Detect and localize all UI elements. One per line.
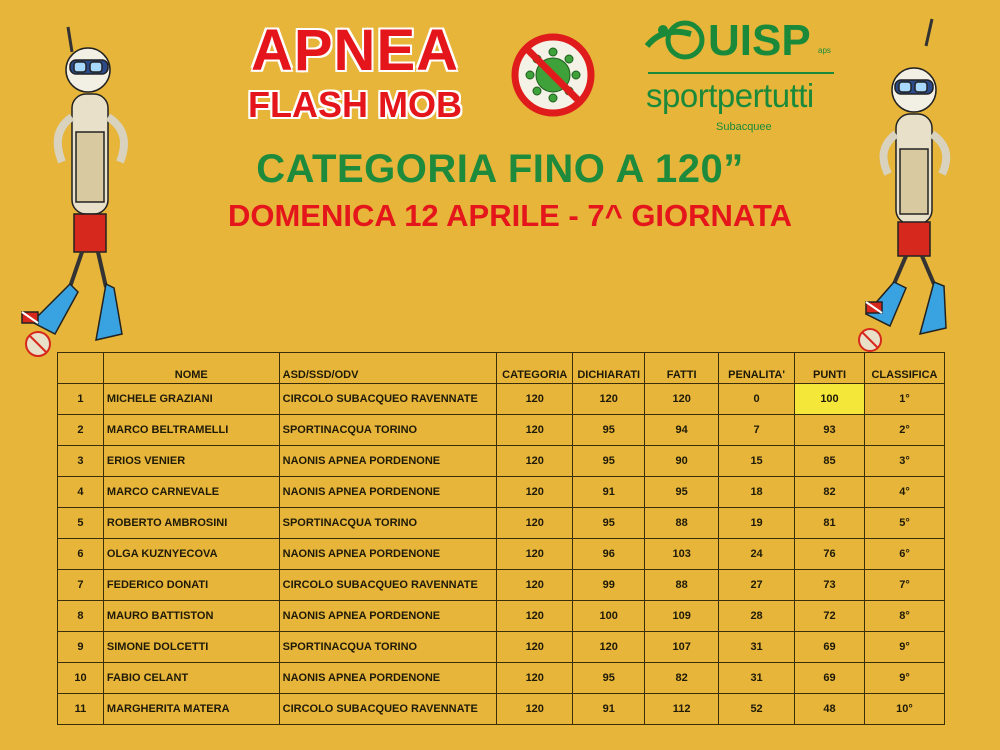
points-value: 82	[795, 477, 865, 508]
declared-value: 96	[573, 539, 645, 570]
points-value: 100	[795, 384, 865, 415]
ranking-value: 9°	[864, 663, 944, 694]
row-number: 1	[58, 384, 104, 415]
table-row	[58, 601, 945, 632]
row-number: 6	[58, 539, 104, 570]
row-number: 10	[58, 663, 104, 694]
athlete-name: MARCO BELTRAMELLI	[103, 415, 279, 446]
done-value: 120	[645, 384, 719, 415]
points-value: 81	[795, 508, 865, 539]
category-value: 120	[497, 601, 573, 632]
category-value: 120	[497, 384, 573, 415]
athlete-name: ROBERTO AMBROSINI	[103, 508, 279, 539]
declared-value: 95	[573, 446, 645, 477]
club-name: NAONIS APNEA PORDENONE	[279, 663, 497, 694]
athlete-name: SIMONE DOLCETTI	[103, 632, 279, 663]
club-name: CIRCOLO SUBACQUEO RAVENNATE	[279, 694, 497, 725]
penalty-value: 7	[719, 415, 795, 446]
declared-value: 91	[573, 694, 645, 725]
table-row	[58, 477, 945, 508]
penalty-value: 31	[719, 663, 795, 694]
declared-value: 120	[573, 632, 645, 663]
ranking-value: 3°	[864, 446, 944, 477]
penalty-value: 19	[719, 508, 795, 539]
points-value: 76	[795, 539, 865, 570]
col-header-asd: ASD/SSD/ODV	[279, 353, 497, 384]
col-header-dichiarati: DICHIARATI	[573, 353, 645, 384]
points-value: 69	[795, 663, 865, 694]
athlete-name: OLGA KUZNYECOVA	[103, 539, 279, 570]
athlete-name: FEDERICO DONATI	[103, 570, 279, 601]
ranking-value: 4°	[864, 477, 944, 508]
penalty-value: 28	[719, 601, 795, 632]
done-value: 109	[645, 601, 719, 632]
declared-value: 100	[573, 601, 645, 632]
club-name: NAONIS APNEA PORDENONE	[279, 477, 497, 508]
uisp-slogan: sportpertutti	[646, 77, 814, 114]
done-value: 82	[645, 663, 719, 694]
declared-value: 120	[573, 384, 645, 415]
declared-value: 95	[573, 663, 645, 694]
done-value: 94	[645, 415, 719, 446]
table-row	[58, 384, 945, 415]
table-row	[58, 446, 945, 477]
athlete-name: MICHELE GRAZIANI	[103, 384, 279, 415]
athlete-name: ERIOS VENIER	[103, 446, 279, 477]
category-title: CATEGORIA FINO A 120”	[256, 147, 744, 191]
ranking-value: 8°	[864, 601, 944, 632]
no-virus-icon	[510, 32, 596, 118]
row-number: 7	[58, 570, 104, 601]
category-value: 120	[497, 446, 573, 477]
club-name: NAONIS APNEA PORDENONE	[279, 539, 497, 570]
club-name: SPORTINACQUA TORINO	[279, 508, 497, 539]
penalty-value: 52	[719, 694, 795, 725]
category-value: 120	[497, 570, 573, 601]
done-value: 107	[645, 632, 719, 663]
points-value: 93	[795, 415, 865, 446]
category-value: 120	[497, 663, 573, 694]
uisp-subtitle: Subacquee	[716, 121, 772, 133]
points-value: 85	[795, 446, 865, 477]
category-value: 120	[497, 539, 573, 570]
uisp-aps-label: aps	[818, 46, 831, 55]
club-name: NAONIS APNEA PORDENONE	[279, 446, 497, 477]
club-name: SPORTINACQUA TORINO	[279, 632, 497, 663]
club-name: NAONIS APNEA PORDENONE	[279, 601, 497, 632]
points-value: 73	[795, 570, 865, 601]
penalty-value: 15	[719, 446, 795, 477]
table-row	[58, 632, 945, 663]
uisp-swimmer-logo	[645, 20, 705, 62]
table-row	[58, 570, 945, 601]
ranking-value: 5°	[864, 508, 944, 539]
title-flash-mob: FLASH MOB	[248, 84, 462, 125]
date-title: DOMENICA 12 APRILE - 7^ GIORNATA	[227, 198, 793, 233]
ranking-value: 10°	[864, 694, 944, 725]
ranking-value: 2°	[864, 415, 944, 446]
ranking-value: 1°	[864, 384, 944, 415]
penalty-value: 27	[719, 570, 795, 601]
points-value: 72	[795, 601, 865, 632]
penalty-value: 24	[719, 539, 795, 570]
declared-value: 91	[573, 477, 645, 508]
row-number: 8	[58, 601, 104, 632]
club-name: CIRCOLO SUBACQUEO RAVENNATE	[279, 384, 497, 415]
done-value: 88	[645, 508, 719, 539]
done-value: 112	[645, 694, 719, 725]
col-header-punti: PUNTI	[795, 353, 865, 384]
logo-divider	[648, 72, 834, 74]
col-header-categoria: CATEGORIA	[497, 353, 573, 384]
uisp-brand: UISP	[708, 16, 811, 65]
title-apnea: APNEA	[250, 18, 460, 83]
col-header-fatti: FATTI	[645, 353, 719, 384]
points-value: 48	[795, 694, 865, 725]
category-value: 120	[497, 632, 573, 663]
table-row	[58, 539, 945, 570]
done-value: 90	[645, 446, 719, 477]
diver-mascot-icon	[10, 22, 150, 362]
penalty-value: 0	[719, 384, 795, 415]
declared-value: 95	[573, 415, 645, 446]
table-header-row	[58, 353, 945, 384]
penalty-value: 31	[719, 632, 795, 663]
row-number: 4	[58, 477, 104, 508]
col-header-nome: NOME	[103, 353, 279, 384]
penalty-value: 18	[719, 477, 795, 508]
ranking-value: 9°	[864, 632, 944, 663]
row-number: 11	[58, 694, 104, 725]
club-name: SPORTINACQUA TORINO	[279, 415, 497, 446]
col-header-penalita: PENALITA'	[719, 353, 795, 384]
athlete-name: MAURO BATTISTON	[103, 601, 279, 632]
col-header-number	[58, 353, 104, 384]
athlete-name: FABIO CELANT	[103, 663, 279, 694]
declared-value: 99	[573, 570, 645, 601]
row-number: 2	[58, 415, 104, 446]
athlete-name: MARCO CARNEVALE	[103, 477, 279, 508]
row-number: 9	[58, 632, 104, 663]
table-row	[58, 663, 945, 694]
athlete-name: MARGHERITA MATERA	[103, 694, 279, 725]
ranking-value: 6°	[864, 539, 944, 570]
table-row	[58, 508, 945, 539]
table-row	[58, 415, 945, 446]
club-name: CIRCOLO SUBACQUEO RAVENNATE	[279, 570, 497, 601]
diver-mascot-icon	[848, 14, 990, 354]
declared-value: 95	[573, 508, 645, 539]
category-value: 120	[497, 415, 573, 446]
done-value: 95	[645, 477, 719, 508]
category-value: 120	[497, 694, 573, 725]
category-value: 120	[497, 477, 573, 508]
done-value: 103	[645, 539, 719, 570]
col-header-classifica: CLASSIFICA	[864, 353, 944, 384]
results-table	[57, 352, 945, 725]
ranking-value: 7°	[864, 570, 944, 601]
row-number: 3	[58, 446, 104, 477]
category-value: 120	[497, 508, 573, 539]
table-row	[58, 694, 945, 725]
done-value: 88	[645, 570, 719, 601]
points-value: 69	[795, 632, 865, 663]
row-number: 5	[58, 508, 104, 539]
